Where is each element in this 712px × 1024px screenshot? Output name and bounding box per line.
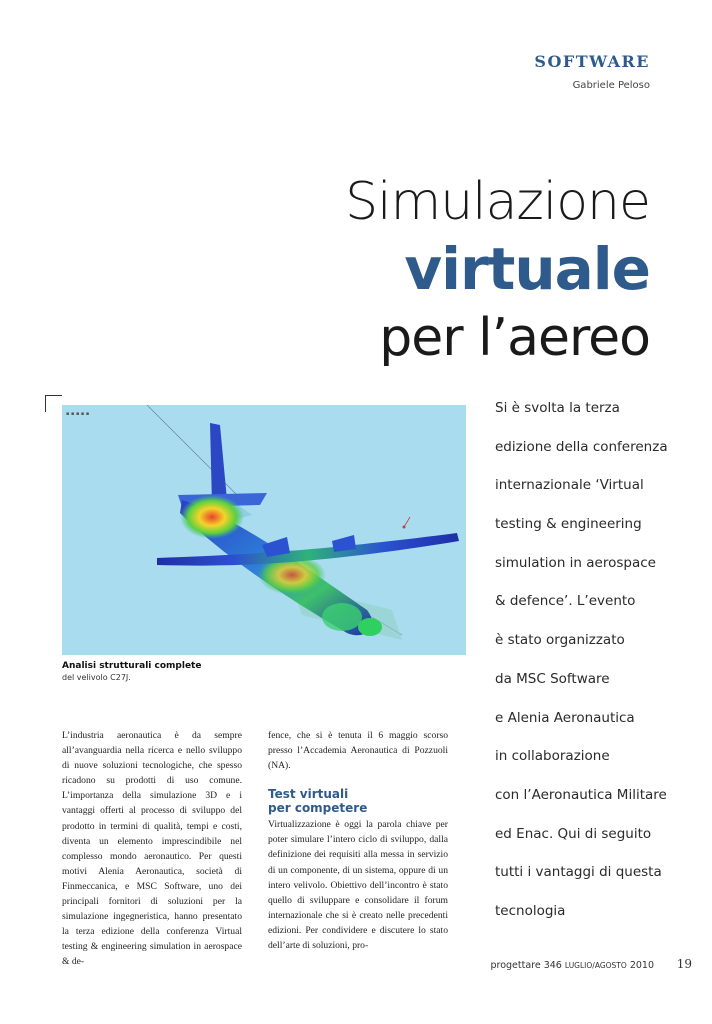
sidebar-line: internazionale ‘Virtual	[495, 477, 644, 494]
sidebar-line: con l’Aeronautica Militare	[495, 786, 667, 803]
author-name: Gabriele Peloso	[572, 80, 650, 91]
sidebar-line: ed Enac. Qui di seguito	[495, 825, 652, 842]
body-paragraph: fence, che si è tenuta il 6 maggio scorso presso l’Accademia Aeronautica di Pozzuoli (NA).	[268, 730, 448, 772]
sidebar-line: tutti i vantaggi di questa	[495, 864, 662, 881]
sidebar-line: testing & engineering	[495, 516, 642, 533]
body-paragraph: L’industria aeronautica è da sempre all’avanguardia nella ricerca e nello sviluppo di nuove soluzioni tecnologiche, che spesso ricadono su prodotti di uso comune. L’importanza della simulazione 3D e i vantaggi offerti al processo di sviluppo del prodotto in termini di qualità, tempi e costi, diventa un elemento imprescindibile nel complesso mondo aeronautico. Per questi motivi Alenia Aeronautica, società di Finmeccanica, e MSC Software, uno dei principali fornitori di soluzioni per la simulazione ingegneristica, hanno presentato la terza edizione della conferenza Virtual testing & engineering simulation in aerospace & de-	[62, 730, 242, 968]
body-column-1	[62, 728, 242, 970]
figure-header-strip: ▪ ▪ ▪ ▪ ▪	[66, 411, 90, 417]
title-line-3: per l’aereo	[379, 308, 650, 368]
section-label: SOFTWARE	[534, 52, 650, 71]
intro-sidebar	[495, 396, 695, 938]
body-paragraph: Virtualizzazione è oggi la parola chiave per poter simulare l’intero ciclo di sviluppo, dalla definizione dei requisiti alla messa in servizio di un componente, di un sistema, oppure di un intero velivolo. Obiettivo dell’incontro è stato quello di sviluppare e consolidare il forum internazionale che si è creato nelle precedenti edizioni. Per condividere e discutere lo stato dell’arte di soluzioni, pro-	[268, 819, 448, 952]
sidebar-line: e Alenia Aeronautica	[495, 709, 635, 726]
page-number: 19	[676, 957, 692, 971]
sidebar-line: Si è svolta la terza	[495, 400, 620, 416]
sidebar-line: edizione della conferenza	[495, 438, 668, 455]
figure-caption-text: del velivolo C27J.	[62, 673, 131, 682]
footer-month: LUGLIO/AGOSTO	[564, 961, 627, 970]
footer-issue	[490, 960, 654, 971]
sidebar-line: in collaborazione	[495, 748, 610, 765]
crop-mark	[45, 395, 62, 412]
footer-magazine: progettare 346	[490, 960, 562, 971]
aircraft-simulation-image	[62, 405, 466, 655]
subheading-line-1: Test virtuali	[268, 787, 349, 802]
footer-year: 2010	[629, 960, 654, 971]
sidebar-line: tecnologia	[495, 902, 566, 919]
aircraft-fem-render	[62, 405, 466, 655]
sidebar-line: è stato organizzato	[495, 632, 625, 649]
sidebar-line: da MSC Software	[495, 670, 610, 687]
figure-caption-title: Analisi strutturali complete	[62, 661, 202, 671]
title-line-2: virtuale	[404, 235, 650, 303]
title-line-1: Simulazione	[345, 172, 650, 232]
subheading	[268, 787, 448, 815]
body-column-2	[268, 728, 448, 953]
sidebar-line: simulation in aerospace	[495, 554, 656, 571]
subheading-line-2: per competere	[268, 801, 368, 816]
sidebar-line: & defence’. L’evento	[495, 593, 636, 610]
